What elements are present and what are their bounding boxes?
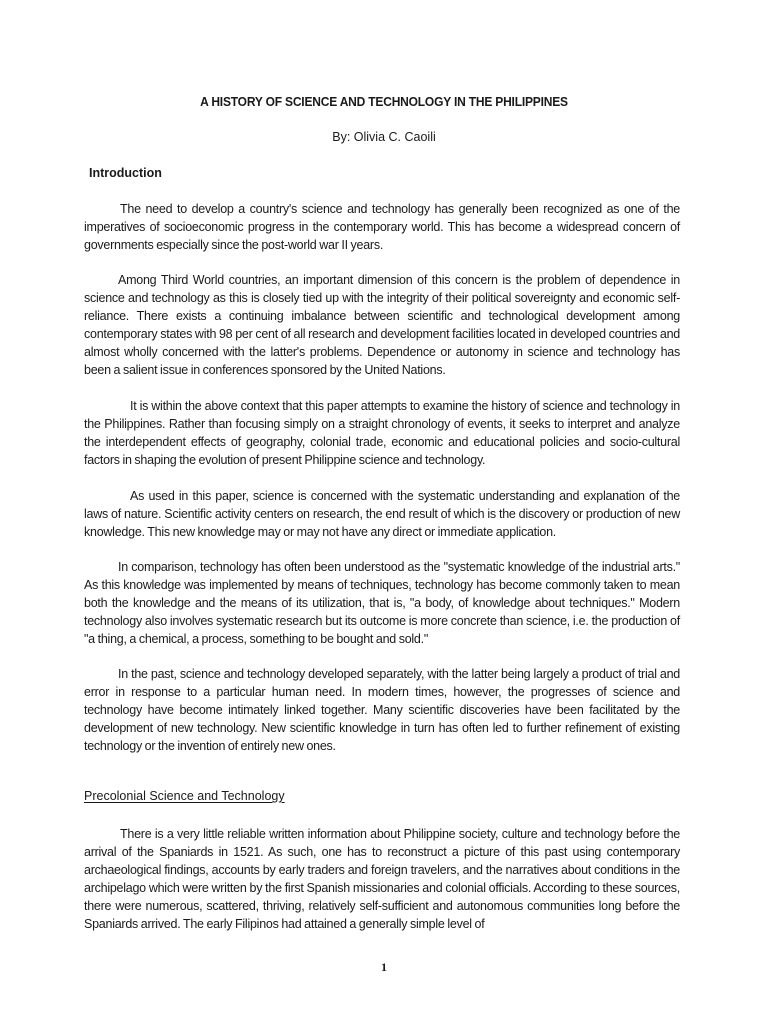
page-number: 1 — [381, 960, 387, 974]
paragraph-5: In comparison, technology has often been understood as the "systematic knowledge of the industrial arts." As this knowledge was implemented by means of techniques, technology has become commonly taken to mean both the knowledge and the means of its utilization, that is, "a body, of knowledge about techniques." Modern technology also involves systematic research but its outcome is more concrete than science, i.e. the production of "a thing, a chemical, a process, something to be bought and sold." — [84, 560, 680, 646]
precolonial-paragraph: There is a very little reliable written information about Philippine society, culture and technology before the arrival of the Spaniards in 1521. As such, one has to reconstruct a picture of this past using contemporary archaeological findings, accounts by early traders and foreign travelers, and the narratives about conditions in the archipelago which were written by the first Spanish missionaries and colonial officials. According to these sources, there were numerous, scattered, thriving, relatively self-sufficient and autonomous communities long before the Spaniards arrived. The early Filipinos had attained a generally simple level of — [84, 827, 680, 931]
precolonial-heading: Precolonial Science and Technology — [84, 789, 285, 803]
paragraph-4: As used in this paper, science is concerned with the systematic understanding and explanation of the laws of nature. Scientific activity centers on research, the end result of which is the discovery or production of new knowledge. This new knowledge may or may not have any direct or immediate application. — [84, 489, 680, 539]
paragraph-3: It is within the above context that this paper attempts to examine the history of science and technology in the Philippines. Rather than focusing simply on a straight chronology of events, it seeks to interpret and analyze the interdependent effects of geography, colonial trade, economic and educational policies and socio-cultural factors in shaping the evolution of present Philippine science and technology. — [84, 399, 680, 467]
paragraph-2: Among Third World countries, an important dimension of this concern is the problem of dependence in science and technology as this is closely tied up with the integrity of their political sovereignty and economic self-reliance. There exists a continuing imbalance between scientific and technological development among contemporary states with 98 per cent of all research and development facilities located in developed countries and almost wholly concerned with the latter's problems. Dependence or autonomy in science and technology has been a salient issue in conferences sponsored by the United Nations. — [84, 273, 680, 377]
introduction-heading: Introduction — [89, 166, 162, 180]
author-byline: By: Olivia C. Caoili — [332, 130, 436, 144]
paragraph-1: The need to develop a country's science and technology has generally been recognized as one of the imperatives of socioeconomic progress in the contemporary world. This has become a widespread concern of governments especially since the post-world war II years. — [84, 202, 680, 252]
paragraph-6: In the past, science and technology developed separately, with the latter being largely a product of trial and error in response to a particular human need. In modern times, however, the progresses of science and technology have become intimately linked together. Many scientific discoveries have been facilitated by the development of new technology. New scientific knowledge in turn has often led to further refinement of existing technology or the invention of entirely new ones. — [84, 667, 680, 753]
document-title: A HISTORY OF SCIENCE AND TECHNOLOGY IN THE PHILIPPINES — [200, 95, 568, 109]
